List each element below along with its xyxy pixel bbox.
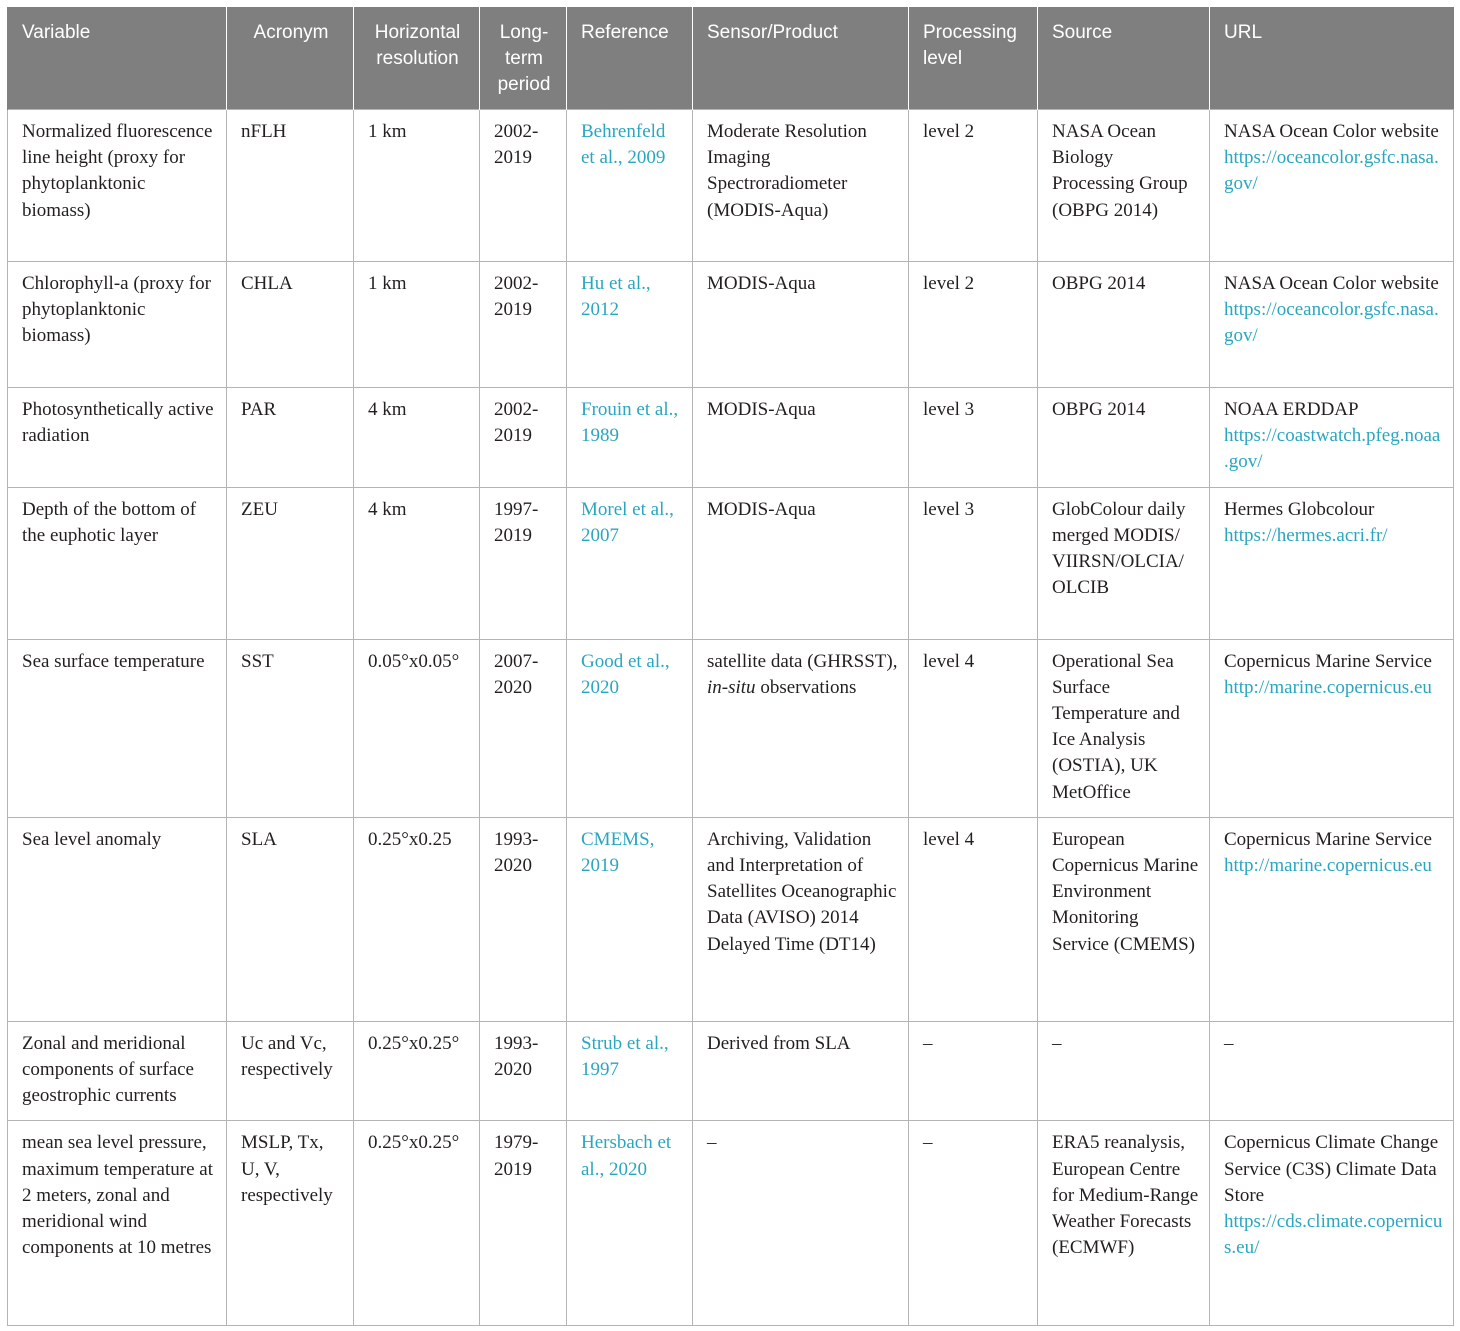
url-link[interactable]: https://oceancolor.gsfc.nasa.gov/ (1224, 147, 1439, 195)
sensor-text-c: observations (755, 676, 857, 698)
reference-link[interactable]: Behrenfeld et al., 2009 (581, 121, 666, 169)
header-period: Long-term period (480, 7, 567, 110)
table-row (8, 639, 1454, 817)
cell-url (1210, 817, 1454, 1021)
cell-source: European Copernicus Marine Environment Monitoring Service (CMEMS) (1038, 817, 1210, 1021)
reference-link[interactable]: Good et al., 2020 (581, 650, 670, 698)
cell-sensor: MODIS-Aqua (693, 388, 909, 488)
url-label: Copernicus Marine Service (1224, 828, 1432, 850)
cell-sensor: Archiving, Validation and Interpretation of Satellites Oceanographic Data (AVISO) 2014 Delayed Time (DT14) (693, 817, 909, 1021)
cell-url (1210, 388, 1454, 488)
cell-sensor (693, 639, 909, 817)
cell-variable: Chlorophyll-a (proxy for phytoplanktonic biomass) (8, 262, 227, 388)
cell-processing: level 3 (909, 487, 1038, 639)
cell-period: 2002-2019 (480, 110, 567, 262)
table-row (8, 487, 1454, 639)
url-link[interactable]: https://coastwatch.pfeg.noaa.gov/ (1224, 425, 1441, 473)
cell-url (1210, 1121, 1454, 1326)
sensor-text-italic: in-situ (707, 676, 756, 698)
cell-sensor: Derived from SLA (693, 1021, 909, 1121)
cell-url (1210, 639, 1454, 817)
table-row (8, 262, 1454, 388)
url-link[interactable]: https://cds.climate.copernicus.eu/ (1224, 1211, 1443, 1259)
cell-period: 2007-2020 (480, 639, 567, 817)
cell-acronym: PAR (227, 388, 354, 488)
reference-link[interactable]: CMEMS, 2019 (581, 828, 655, 877)
cell-period: 2002-2019 (480, 388, 567, 488)
reference-link[interactable]: Hu et al., 2012 (581, 273, 651, 321)
cell-period: 1979-2019 (480, 1121, 567, 1326)
cell-variable: Photosynthetically active radiation (8, 388, 227, 488)
cell-resolution: 0.25°x0.25° (354, 1121, 480, 1326)
url-label: – (1224, 1032, 1234, 1054)
cell-reference (567, 487, 693, 639)
cell-reference (567, 262, 693, 388)
table-row (8, 110, 1454, 262)
cell-period: 2002-2019 (480, 262, 567, 388)
table-row (8, 388, 1454, 488)
cell-url (1210, 487, 1454, 639)
cell-acronym: CHLA (227, 262, 354, 388)
cell-reference (567, 110, 693, 262)
cell-period: 1993-2020 (480, 817, 567, 1021)
cell-source: OBPG 2014 (1038, 262, 1210, 388)
header-acronym: Acronym (227, 7, 354, 110)
reference-link[interactable]: Hersbach et al., 2020 (581, 1132, 672, 1180)
url-label: NASA Ocean Color website (1224, 273, 1439, 294)
cell-acronym: SST (227, 639, 354, 817)
header-source: Source (1038, 7, 1210, 110)
data-sources-table (7, 7, 1454, 1326)
cell-variable: Zonal and meridional components of surface geostrophic currents (8, 1021, 227, 1121)
reference-link[interactable]: Frouin et al., 1989 (581, 399, 679, 447)
header-reference: Reference (567, 7, 693, 110)
cell-sensor: – (693, 1121, 909, 1326)
cell-variable: Sea surface temperature (8, 639, 227, 817)
cell-reference (567, 639, 693, 817)
reference-link[interactable]: Strub et al., 1997 (581, 1032, 669, 1081)
cell-processing: level 2 (909, 110, 1038, 262)
sensor-text-a: satellite data (GHRSST), (707, 650, 898, 672)
cell-sensor: MODIS-Aqua (693, 262, 909, 388)
cell-source: NASA Ocean Biology Processing Group (OBPG 2014) (1038, 110, 1210, 262)
cell-processing: – (909, 1021, 1038, 1121)
cell-resolution: 0.05°x0.05° (354, 639, 480, 817)
cell-variable: Depth of the bottom of the euphotic layer (8, 487, 227, 639)
cell-variable: Sea level anomaly (8, 817, 227, 1021)
cell-processing: level 3 (909, 388, 1038, 488)
cell-resolution: 1 km (354, 262, 480, 388)
cell-resolution: 1 km (354, 110, 480, 262)
cell-acronym: nFLH (227, 110, 354, 262)
cell-processing: – (909, 1121, 1038, 1326)
cell-url (1210, 262, 1454, 388)
cell-resolution: 0.25°x0.25° (354, 1021, 480, 1121)
url-link[interactable]: http://marine.copernicus.eu (1224, 855, 1432, 877)
url-label: Copernicus Marine Service (1224, 650, 1432, 672)
url-label: Hermes Globcolour (1224, 498, 1375, 520)
url-link[interactable]: http://marine.copernicus.eu (1224, 676, 1432, 698)
cell-url (1210, 110, 1454, 262)
cell-source: OBPG 2014 (1038, 388, 1210, 488)
url-link[interactable]: https://hermes.acri.fr/ (1224, 524, 1388, 546)
header-resolution: Horizontal resolution (354, 7, 480, 110)
cell-processing: level 4 (909, 817, 1038, 1021)
header-variable: Variable (8, 7, 227, 110)
cell-acronym: SLA (227, 817, 354, 1021)
cell-variable: Normalized fluorescence line height (proxy for phytoplanktonic biomass) (8, 110, 227, 262)
cell-acronym: Uc and Vc, respectively (227, 1021, 354, 1121)
cell-resolution: 4 km (354, 388, 480, 488)
cell-sensor: MODIS-Aqua (693, 487, 909, 639)
cell-reference (567, 388, 693, 488)
url-label: Copernicus Climate Change Service (C3S) Climate Data Store (1224, 1132, 1439, 1206)
reference-link[interactable]: Morel et al., 2007 (581, 498, 674, 546)
cell-reference (567, 1121, 693, 1326)
cell-url (1210, 1021, 1454, 1121)
cell-period: 1993-2020 (480, 1021, 567, 1121)
cell-source: ERA5 reanalysis, European Centre for Medium-Range Weather Forecasts (ECMWF) (1038, 1121, 1210, 1326)
url-label: NASA Ocean Color website (1224, 121, 1439, 142)
cell-acronym: ZEU (227, 487, 354, 639)
header-processing: Processing level (909, 7, 1038, 110)
cell-period: 1997-2019 (480, 487, 567, 639)
cell-source: Operational Sea Surface Temperature and Ice Analysis (OSTIA), UK MetOffice (1038, 639, 1210, 817)
header-sensor: Sensor/Product (693, 7, 909, 110)
cell-processing: level 2 (909, 262, 1038, 388)
cell-resolution: 0.25°x0.25 (354, 817, 480, 1021)
cell-source: GlobColour daily merged MODIS/ VIIRSN/OLCIA/ OLCIB (1038, 487, 1210, 639)
cell-variable: mean sea level pressure, maximum temperature at 2 meters, zonal and meridional wind components at 10 metres (8, 1121, 227, 1326)
table-row (8, 1121, 1454, 1326)
cell-reference (567, 817, 693, 1021)
cell-sensor: Moderate Resolution Imaging Spectroradiometer (MODIS-Aqua) (693, 110, 909, 262)
cell-source: – (1038, 1021, 1210, 1121)
cell-resolution: 4 km (354, 487, 480, 639)
url-label: NOAA ERDDAP (1224, 399, 1359, 420)
table-row (8, 817, 1454, 1021)
cell-processing: level 4 (909, 639, 1038, 817)
cell-reference (567, 1021, 693, 1121)
table-row (8, 1021, 1454, 1121)
header-row (8, 7, 1454, 110)
header-url: URL (1210, 7, 1454, 110)
cell-acronym: MSLP, Tx, U, V, respectively (227, 1121, 354, 1326)
url-link[interactable]: https://oceancolor.gsfc.nasa.gov/ (1224, 299, 1439, 347)
